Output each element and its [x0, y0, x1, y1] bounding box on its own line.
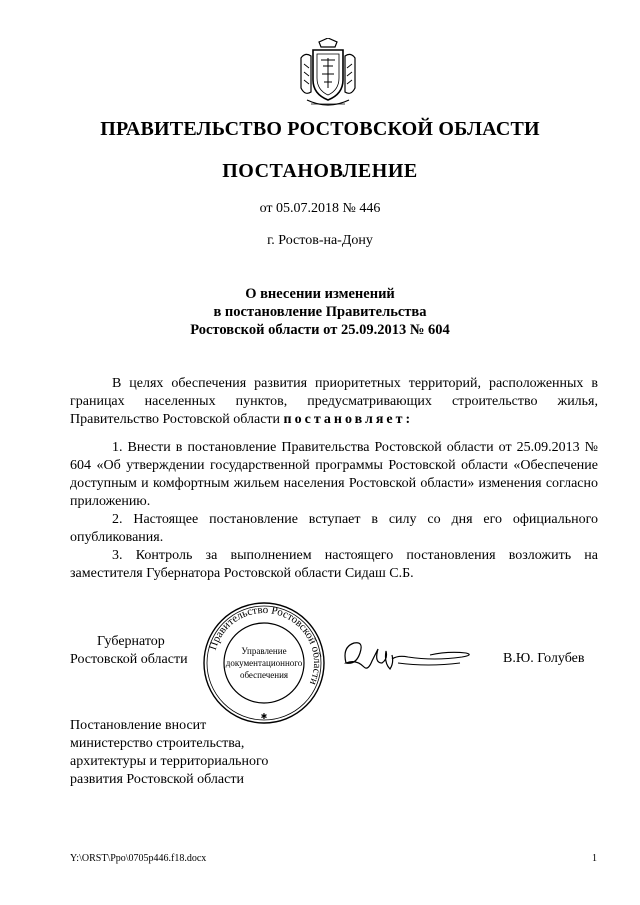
organization-title: ПРАВИТЕЛЬСТВО РОСТОВСКОЙ ОБЛАСТИ	[100, 118, 540, 140]
item-2-text: 2. Настоящее постановление вступает в силу со дня его официального опубликования.	[70, 512, 598, 545]
coat-of-arms-emblem	[297, 38, 359, 108]
preamble-text: В целях обеспечения развития приоритетных территорий, расположенных в границах населенных пунктов, предусматривающих строительство жилья, Правительство Ростовской области	[70, 376, 598, 427]
introduced-by-line: министерство строительства,	[70, 736, 245, 751]
subject-line: Ростовской области от 25.09.2013 № 604	[190, 322, 450, 338]
file-path: Y:\ORST\Ppo\0705p446.f18.docx	[70, 853, 207, 864]
stamp-center-line: Управление	[241, 646, 287, 656]
stamp-star-icon: ✱	[260, 712, 268, 721]
document-date-number: от 05.07.2018 № 446	[259, 201, 381, 216]
document-type-title: ПОСТАНОВЛЕНИЕ	[222, 160, 418, 182]
introduced-by-block	[70, 717, 268, 789]
introduced-by-line: архитектуры и территориального	[70, 754, 269, 769]
decides-keyword: постановляет:	[283, 412, 414, 427]
subject-line: О внесении изменений	[245, 286, 395, 302]
official-stamp	[202, 601, 326, 725]
signatory-name: В.Ю. Голубев	[503, 651, 585, 666]
item-2-paragraph	[70, 511, 598, 547]
page-number: 1	[592, 853, 597, 864]
stamp-center-line: обеспечения	[239, 670, 289, 680]
document-subject	[0, 285, 640, 339]
introduced-by-line: Постановление вносит	[70, 718, 207, 733]
signatory-position-line: Губернатор	[97, 634, 165, 649]
item-1-text: 1. Внести в постановление Правительства Ростовской области от 25.09.2013 № 604 «Об утверждении государственной программы Ростовской области «Обеспечение доступным и комфортным жильем населения Ростовской области» изменения согласно приложению.	[70, 440, 598, 509]
subject-line: в постановление Правительства	[213, 304, 427, 320]
preamble-paragraph	[70, 375, 598, 429]
introduced-by-line: развития Ростовской области	[70, 772, 244, 787]
signatory-position-line: Ростовской области	[70, 652, 188, 667]
stamp-ring-text: Правительство Ростовской области	[206, 603, 324, 687]
item-3-paragraph	[70, 547, 598, 583]
stamp-center-line: документационного	[225, 658, 303, 668]
handwritten-signature	[338, 633, 478, 679]
signatory-position	[70, 633, 188, 669]
item-1-paragraph	[70, 439, 598, 511]
item-3-text: 3. Контроль за выполнением настоящего постановления возложить на заместителя Губернатора Ростовской области Сидаш С.Б.	[70, 548, 598, 581]
document-city: г. Ростов-на-Дону	[267, 233, 373, 248]
